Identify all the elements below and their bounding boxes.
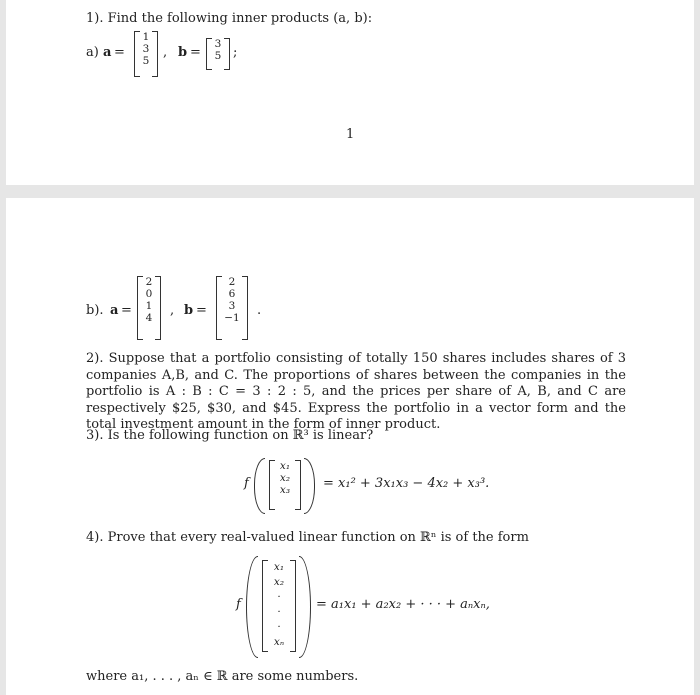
vector-entry: 4 <box>145 312 153 324</box>
vector-a-column <box>137 276 161 340</box>
f3-right-hand-side: = x₁² + 3x₁x₃ − 4x₂ + x₃³. <box>323 476 490 491</box>
closing-sentence: where a₁, . . . , aₙ ∈ ℝ are some numbers. <box>86 669 359 684</box>
page-2 <box>6 198 694 695</box>
vector-a-column <box>134 31 158 77</box>
vector-entry: x₂ <box>279 472 291 484</box>
vector-entry: x₁ <box>273 561 285 573</box>
page-number: 1 <box>346 127 355 142</box>
function-name-f: f <box>244 476 249 491</box>
vector-entry: 1 <box>145 300 153 312</box>
f4-argument-vector <box>262 560 296 652</box>
semicolon: ; <box>233 45 238 60</box>
right-paren <box>304 458 315 514</box>
part-a-label: a) <box>86 45 99 60</box>
problem-3-text: 3). Is the following function on ℝ³ is linear? <box>86 428 374 443</box>
vector-entry: 2 <box>145 276 153 288</box>
problem-1-heading: 1). Find the following inner products (a, b): <box>86 11 373 26</box>
problem-2-text: 2). Suppose that a portfolio consisting of totally 150 shares includes shares of 3 companies A,B, and C. The proportions of shares between the companies in the portfolio is A : B : C = 3 : 2 : 5, and the prices per share of A, B, and C are respectively $25, $30, and $45. Express the portfolio in a vector form and the total investment amount in the form of inner product. <box>86 351 626 433</box>
vector-entry: 2 <box>228 276 236 288</box>
f4-right-hand-side: = a₁x₁ + a₂x₂ + · · · + aₙxₙ, <box>316 597 490 612</box>
vector-entry: · <box>277 591 281 603</box>
equals-sign: = <box>114 45 125 60</box>
equals-sign: = <box>190 45 201 60</box>
comma: , <box>170 303 175 318</box>
vector-entry: 1 <box>142 31 150 43</box>
vector-entry: 6 <box>228 288 236 300</box>
f3-argument-vector <box>269 460 301 510</box>
left-paren <box>254 458 265 514</box>
vector-entry: 5 <box>214 50 222 62</box>
vector-entry: 3 <box>142 43 150 55</box>
vector-b-name: b <box>178 45 188 60</box>
vector-entry: 3 <box>214 38 222 50</box>
vector-entry: x₃ <box>279 484 291 496</box>
part-b-label: b). <box>86 303 104 318</box>
period: . <box>257 303 262 318</box>
vector-entry: · <box>277 606 281 618</box>
vector-entry: 0 <box>145 288 153 300</box>
comma: , <box>163 45 168 60</box>
problem-4-text: 4). Prove that every real-valued linear function on ℝⁿ is of the form <box>86 530 529 545</box>
vector-b-name: b <box>184 303 194 318</box>
vector-entry: 3 <box>228 300 236 312</box>
vector-entry: x₁ <box>279 460 291 472</box>
vector-a-name: a <box>103 45 112 60</box>
vector-entry: · <box>277 621 281 633</box>
vector-entry: 5 <box>142 55 150 67</box>
vector-a-name: a <box>110 303 119 318</box>
function-name-f: f <box>236 597 241 612</box>
vector-entry: x₂ <box>273 576 285 588</box>
equals-sign: = <box>121 303 132 318</box>
page-1 <box>6 0 694 185</box>
left-paren <box>246 556 258 658</box>
vector-entry: −1 <box>224 312 240 324</box>
vector-b-column <box>216 276 248 340</box>
vector-entry: xₙ <box>273 636 285 648</box>
vector-b-column <box>206 38 230 70</box>
right-paren <box>299 556 311 658</box>
equals-sign: = <box>196 303 207 318</box>
